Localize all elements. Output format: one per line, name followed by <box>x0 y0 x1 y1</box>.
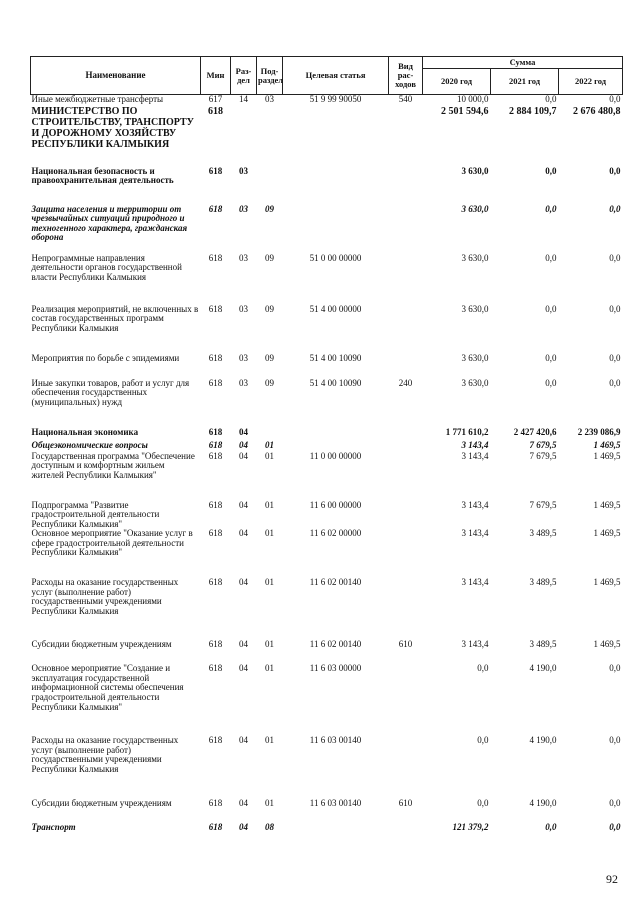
table-row <box>31 305 623 354</box>
row-sum-2021: 3 489,5 <box>529 639 557 650</box>
row-vid <box>389 205 423 254</box>
row-name: Субсидии бюджетным учреждениям <box>31 639 172 650</box>
header-2020: 2020 год <box>423 69 491 95</box>
row-sum-2020: 3 143,4 <box>461 528 489 539</box>
row-name: Реализация мероприятий, не включенных в состав государственных программ Республики Калмыкия <box>31 303 199 333</box>
row-target: 51 4 00 00000 <box>309 303 362 314</box>
row-vid <box>389 167 423 205</box>
table-row <box>31 95 623 106</box>
row-razdel: 04 <box>239 450 248 461</box>
row-ministry-code: 618 <box>208 528 223 539</box>
row-sum-2022: 0,0 <box>609 165 621 176</box>
row-vid <box>389 106 423 167</box>
row-sum-2021: 4 190,0 <box>529 735 557 746</box>
header-sum: Сумма <box>423 57 623 69</box>
row-sum-2020: 3 630,0 <box>461 352 489 363</box>
row-vid <box>389 254 423 305</box>
row-ministry-code: 618 <box>208 377 223 388</box>
row-vid <box>389 578 423 640</box>
page-number: 92 <box>606 872 618 886</box>
row-sum-2022: 1 469,5 <box>593 639 621 650</box>
row-razdel: 04 <box>239 663 248 674</box>
row-razdel: 14 <box>239 94 248 104</box>
row-sum-2020: 3 630,0 <box>461 203 489 214</box>
row-sum-2021: 7 679,5 <box>529 439 557 450</box>
row-podrazdel: 01 <box>265 577 274 588</box>
row-sum-2020: 0,0 <box>477 663 489 674</box>
row-ministry-code: 618 <box>208 105 223 117</box>
row-ministry-code: 617 <box>208 94 223 104</box>
row-name: Расходы на оказание государственных услуг (выполнение работ) государственными учреждениями Республики Калмыкия <box>31 735 179 775</box>
row-sum-2022: 0,0 <box>609 822 621 833</box>
row-podrazdel: 01 <box>265 528 274 539</box>
header-name: Наименование <box>31 57 201 95</box>
table-row <box>31 578 623 640</box>
row-ministry-code: 618 <box>208 450 223 461</box>
row-name: Субсидии бюджетным учреждениям <box>31 798 172 809</box>
row-name: Защита населения и территории от чрезвычайных ситуаций природного и техногенного характера, гражданская оборона <box>31 203 188 243</box>
row-vid <box>389 529 423 578</box>
row-sum-2020: 3 630,0 <box>461 303 489 314</box>
row-target <box>283 106 389 167</box>
row-sum-2020: 3 630,0 <box>461 252 489 263</box>
row-sum-2020: 3 143,4 <box>461 639 489 650</box>
row-podrazdel: 01 <box>265 663 274 674</box>
row-sum-2021: 4 190,0 <box>529 663 557 674</box>
row-name: МИНИСТЕРСТВО ПО СТРОИТЕЛЬСТВУ, ТРАНСПОРТУ И ДОРОЖНОМУ ХОЗЯЙСТВУ РЕСПУБЛИКИ КАЛМЫКИЯ <box>31 105 194 150</box>
row-sum-2021: 0,0 <box>545 822 557 833</box>
table-row <box>31 529 623 578</box>
table-row <box>31 379 623 428</box>
row-sum-2021: 2 427 420,6 <box>513 426 557 437</box>
header-min: Мин <box>201 57 231 95</box>
row-target: 11 6 03 00140 <box>309 798 362 809</box>
table-row <box>31 823 623 835</box>
row-razdel: 03 <box>239 165 248 176</box>
header-target: Целевая статья <box>283 57 389 95</box>
table-row <box>31 501 623 530</box>
row-podrazdel <box>257 428 283 441</box>
row-razdel: 04 <box>239 499 248 510</box>
row-podrazdel: 09 <box>265 303 274 314</box>
row-sum-2021: 0,0 <box>545 352 557 363</box>
row-podrazdel: 09 <box>265 352 274 363</box>
table-row <box>31 664 623 736</box>
row-podrazdel: 01 <box>265 798 274 809</box>
row-target: 11 6 03 00000 <box>309 663 362 674</box>
row-name: Национальная экономика <box>31 426 139 437</box>
row-name: Общеэкономические вопросы <box>31 439 148 450</box>
row-razdel: 03 <box>239 303 248 314</box>
row-ministry-code: 618 <box>208 735 223 746</box>
row-name: Иные межбюджетные трансферты <box>31 94 164 104</box>
row-name: Подпрограмма "Развитие градостроительной деятельности Республики Калмыкия" <box>31 499 160 529</box>
row-podrazdel: 01 <box>265 735 274 746</box>
row-podrazdel: 09 <box>265 203 274 214</box>
header-razdel: Раз-дел <box>231 57 257 95</box>
row-sum-2020: 3 143,4 <box>461 577 489 588</box>
row-sum-2022: 2 676 480,8 <box>573 105 621 117</box>
row-name: Расходы на оказание государственных услуг (выполнение работ) государственными учреждениями Республики Калмыкия <box>31 577 179 617</box>
table-header <box>31 57 623 95</box>
budget-sheet <box>30 56 622 835</box>
row-razdel: 04 <box>239 735 248 746</box>
row-ministry-code: 618 <box>208 663 223 674</box>
row-ministry-code: 618 <box>208 352 223 363</box>
row-name: Транспорт <box>31 822 76 833</box>
table-row <box>31 167 623 205</box>
table-row <box>31 205 623 254</box>
row-sum-2020: 3 630,0 <box>461 377 489 388</box>
row-sum-2020: 121 379,2 <box>452 822 489 833</box>
table-row <box>31 254 623 305</box>
row-sum-2021: 0,0 <box>545 203 557 214</box>
row-sum-2021: 2 884 109,7 <box>509 105 557 117</box>
header-2021: 2021 год <box>491 69 559 95</box>
row-sum-2022: 0,0 <box>609 352 621 363</box>
row-target: 11 6 03 00140 <box>309 735 362 746</box>
row-name: Непрограммные направления деятельности органов государственной власти Республики Калмыкия <box>31 252 182 282</box>
row-vid <box>389 501 423 530</box>
row-sum-2022: 0,0 <box>609 663 621 674</box>
row-podrazdel: 01 <box>265 499 274 510</box>
row-sum-2021: 0,0 <box>545 303 557 314</box>
header-2022: 2022 год <box>559 69 623 95</box>
row-vid <box>389 305 423 354</box>
table-row <box>31 106 623 167</box>
row-name: Мероприятия по борьбе с эпидемиями <box>31 352 180 363</box>
row-target: 11 6 02 00140 <box>309 639 362 650</box>
row-vid <box>389 823 423 835</box>
row-razdel: 04 <box>239 528 248 539</box>
table-row <box>31 428 623 441</box>
table-row <box>31 354 623 379</box>
row-razdel: 04 <box>239 639 248 650</box>
row-razdel: 03 <box>239 203 248 214</box>
row-ministry-code: 618 <box>208 822 223 833</box>
row-sum-2022: 0,0 <box>609 203 621 214</box>
row-sum-2020: 3 630,0 <box>461 165 489 176</box>
row-sum-2020: 3 143,4 <box>461 439 489 450</box>
row-sum-2020: 2 501 594,6 <box>441 105 489 117</box>
row-vid: 540 <box>398 94 413 104</box>
row-name: Национальная безопасность и правоохранительная деятельность <box>31 165 174 186</box>
row-target: 51 4 00 10090 <box>309 377 362 388</box>
row-sum-2022: 1 469,5 <box>593 577 621 588</box>
row-vid <box>389 441 423 452</box>
row-podrazdel: 03 <box>265 94 274 104</box>
header-podrazdel: Под-раздел <box>257 57 283 95</box>
row-razdel: 04 <box>239 577 248 588</box>
row-ministry-code: 618 <box>208 499 223 510</box>
row-podrazdel: 09 <box>265 252 274 263</box>
row-podrazdel: 01 <box>265 450 274 461</box>
row-vid <box>389 354 423 379</box>
row-razdel: 03 <box>239 377 248 388</box>
row-name: Государственная программа "Обеспечение доступным и комфортным жильем жителей Республики Калмыкия" <box>31 450 195 480</box>
budget-table <box>30 56 623 835</box>
row-sum-2020: 10 000,0 <box>457 94 489 104</box>
row-sum-2021: 0,0 <box>545 252 557 263</box>
row-vid: 610 <box>398 639 413 650</box>
row-ministry-code: 618 <box>208 639 223 650</box>
row-target: 11 0 00 00000 <box>309 450 362 461</box>
header-vid: Вид рас-ходов <box>389 57 423 95</box>
row-sum-2021: 7 679,5 <box>529 450 557 461</box>
row-sum-2020: 3 143,4 <box>461 499 489 510</box>
table-row <box>31 441 623 452</box>
row-name: Иные закупки товаров, работ и услуг для обеспечения государственных (муниципальных) нужд <box>31 377 190 407</box>
row-razdel: 04 <box>239 426 248 437</box>
row-sum-2022: 1 469,5 <box>593 499 621 510</box>
row-target <box>283 167 389 205</box>
row-sum-2021: 0,0 <box>545 94 557 104</box>
row-target <box>283 428 389 441</box>
row-target <box>283 441 389 452</box>
row-target: 51 0 00 00000 <box>309 252 362 263</box>
row-razdel: 04 <box>239 822 248 833</box>
row-razdel: 04 <box>239 439 248 450</box>
row-sum-2020: 0,0 <box>477 735 489 746</box>
row-ministry-code: 618 <box>208 577 223 588</box>
row-sum-2021: 3 489,5 <box>529 528 557 539</box>
row-sum-2022: 1 469,5 <box>593 450 621 461</box>
row-sum-2022: 0,0 <box>609 377 621 388</box>
row-sum-2021: 0,0 <box>545 377 557 388</box>
table-row <box>31 799 623 823</box>
row-sum-2021: 0,0 <box>545 165 557 176</box>
row-name: Основное мероприятие "Создание и эксплуатация государственной информационной системы обеспечения градостроительной деятельности Республики Калмыкия" <box>31 663 184 712</box>
row-target <box>283 823 389 835</box>
table-body <box>31 95 623 836</box>
row-ministry-code: 618 <box>208 439 223 450</box>
row-podrazdel: 08 <box>265 822 274 833</box>
row-podrazdel: 01 <box>265 639 274 650</box>
row-ministry-code: 618 <box>208 798 223 809</box>
row-target: 11 6 02 00000 <box>309 528 362 539</box>
row-vid: 240 <box>398 377 413 388</box>
row-sum-2022: 0,0 <box>609 798 621 809</box>
row-podrazdel <box>257 167 283 205</box>
row-sum-2022: 0,0 <box>609 303 621 314</box>
row-podrazdel: 09 <box>265 377 274 388</box>
row-ministry-code: 618 <box>208 252 223 263</box>
row-sum-2022: 2 239 086,9 <box>577 426 621 437</box>
row-sum-2021: 4 190,0 <box>529 798 557 809</box>
row-target: 51 4 00 10090 <box>309 352 362 363</box>
row-sum-2022: 0,0 <box>609 252 621 263</box>
table-row <box>31 452 623 501</box>
row-podrazdel: 01 <box>265 439 274 450</box>
row-vid <box>389 664 423 736</box>
row-target: 11 6 02 00140 <box>309 577 362 588</box>
row-vid: 610 <box>398 798 413 809</box>
row-sum-2020: 3 143,4 <box>461 450 489 461</box>
row-sum-2020: 1 771 610,2 <box>445 426 489 437</box>
table-row <box>31 736 623 799</box>
row-vid <box>389 428 423 441</box>
row-ministry-code: 618 <box>208 165 223 176</box>
row-sum-2021: 3 489,5 <box>529 577 557 588</box>
row-target: 51 9 99 90050 <box>309 94 362 104</box>
row-vid <box>389 736 423 799</box>
row-name: Основное мероприятие "Оказание услуг в сфере градостроительной деятельности Республики Калмыкия" <box>31 528 193 558</box>
row-sum-2022: 1 469,5 <box>593 439 621 450</box>
row-podrazdel <box>257 106 283 167</box>
row-sum-2022: 1 469,5 <box>593 528 621 539</box>
row-vid <box>389 452 423 501</box>
row-razdel: 04 <box>239 798 248 809</box>
row-ministry-code: 618 <box>208 426 223 437</box>
row-target <box>283 205 389 254</box>
table-row <box>31 640 623 664</box>
row-sum-2022: 0,0 <box>609 735 621 746</box>
row-sum-2022: 0,0 <box>609 94 621 104</box>
row-razdel <box>231 106 257 167</box>
row-razdel: 03 <box>239 252 248 263</box>
row-sum-2020: 0,0 <box>477 798 489 809</box>
row-razdel: 03 <box>239 352 248 363</box>
row-ministry-code: 618 <box>208 203 223 214</box>
row-ministry-code: 618 <box>208 303 223 314</box>
row-target: 11 6 00 00000 <box>309 499 362 510</box>
row-sum-2021: 7 679,5 <box>529 499 557 510</box>
